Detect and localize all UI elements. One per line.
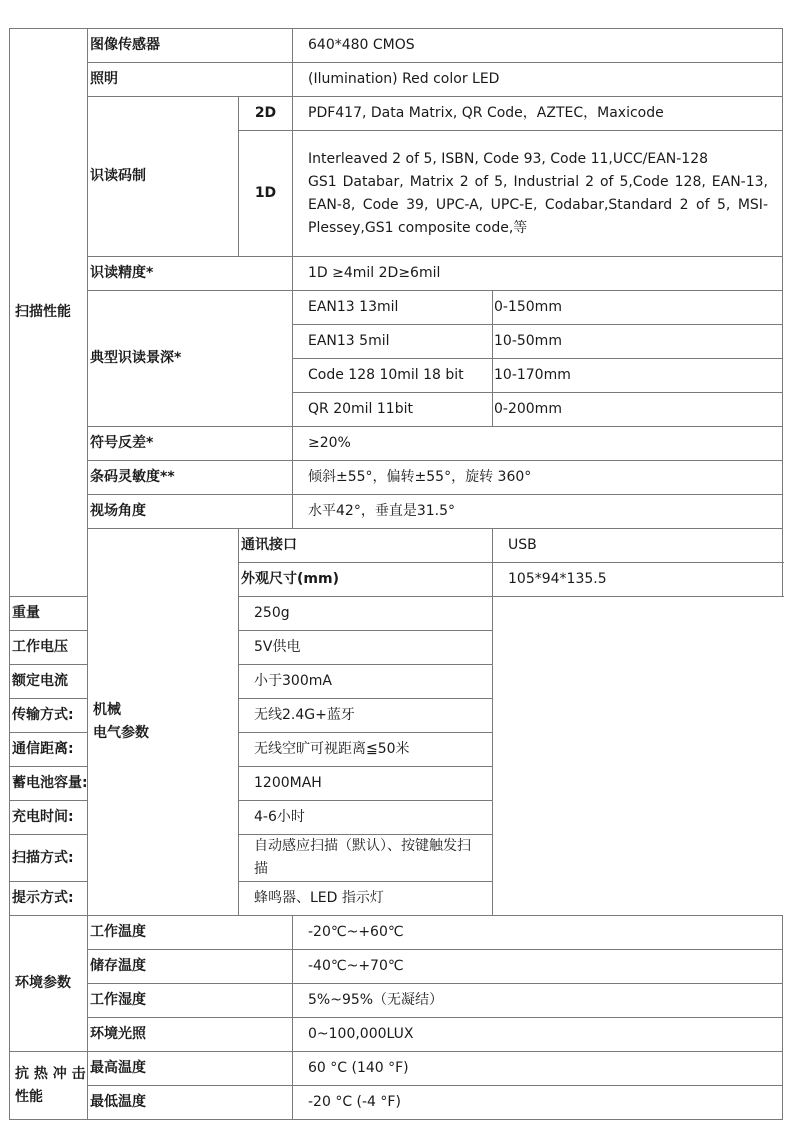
row-value: 60 °C (140 °F) (293, 1052, 783, 1086)
table-row (10, 495, 783, 529)
row-value: 1200MAH (239, 767, 493, 801)
row-label: 工作温度 (88, 916, 293, 950)
row-value: 无线空旷可视距离≦50米 (239, 733, 493, 767)
row-value: ≥20% (293, 427, 783, 461)
dof-code: QR 20mil 11bit (293, 393, 493, 427)
row-value: 水平42°，垂直是31.5° (293, 495, 783, 529)
dof-range: 10-170mm (493, 359, 783, 393)
dof-range: 0-150mm (493, 291, 783, 325)
table-row (10, 597, 783, 631)
row-label: 最低温度 (88, 1086, 293, 1120)
row-label: 环境光照 (88, 1018, 293, 1052)
row-value: (Ilumination) Red color LED (293, 63, 783, 97)
row-label: 储存温度 (88, 950, 293, 984)
table-row (10, 916, 783, 950)
table-row (10, 801, 783, 835)
row-label: 外观尺寸(mm) (239, 563, 493, 597)
row-label: 图像传感器 (88, 29, 293, 63)
row-label: 识读精度* (88, 257, 293, 291)
table-row (10, 257, 783, 291)
dof-code: EAN13 5mil (293, 325, 493, 359)
symbology-2d-value: PDF417, Data Matrix, QR Code，AZTEC，Maxicode (293, 97, 783, 131)
row-label: 扫描方式: (10, 835, 239, 882)
row-value: 5%~95%（无凝结） (293, 984, 783, 1018)
table-row (10, 767, 783, 801)
table-row (10, 461, 783, 495)
row-label: 蓄电池容量: (10, 767, 239, 801)
table-row (10, 291, 783, 325)
row-value: 1D ≥4mil 2D≥6mil (293, 257, 783, 291)
row-value: 自动感应扫描（默认）、按键触发扫描 (239, 835, 493, 882)
table-row (10, 427, 783, 461)
symbology-1d-line: GS1 Databar, Matrix 2 of 5, Industrial 2 of 5,Code 128, EAN-13, EAN-8, Code 39, UPC-A, UPC-E, Codabar,Standard 2 of 5, MSI-Plessey,GS1 composite code,等 (308, 173, 768, 236)
symbology-1d-value (293, 131, 783, 257)
table-row (10, 882, 783, 916)
dof-code: Code 128 10mil 18 bit (293, 359, 493, 393)
symbology-1d-line: Interleaved 2 of 5, ISBN, Code 93, Code 11,UCC/EAN-128 (308, 150, 709, 167)
row-label: 额定电流 (10, 665, 239, 699)
category-thermal-shock: 抗 热 冲 击 性能 (10, 1052, 88, 1120)
dof-code: EAN13 13mil (293, 291, 493, 325)
row-value: -20℃~+60℃ (293, 916, 783, 950)
table-row (10, 665, 783, 699)
row-value: 蜂鸣器、LED 指示灯 (239, 882, 493, 916)
row-value: 倾斜±55°，偏转±55°，旋转 360° (293, 461, 783, 495)
dof-range: 0-200mm (493, 393, 783, 427)
symbology-tag-2d: 2D (239, 97, 293, 131)
row-value: USB (493, 529, 783, 563)
row-value: 0~100,000LUX (293, 1018, 783, 1052)
row-label: 通信距离: (10, 733, 239, 767)
table-row (10, 29, 783, 63)
category-scan-performance: 扫描性能 (10, 29, 88, 597)
table-row (10, 631, 783, 665)
table-row (10, 1018, 783, 1052)
row-label: 识读码制 (88, 97, 239, 257)
row-label: 通讯接口 (239, 529, 493, 563)
table-row (10, 63, 783, 97)
row-label: 条码灵敏度** (88, 461, 293, 495)
category-environment: 环境参数 (10, 916, 88, 1052)
category-mechanical-electrical: 机械 电气参数 (88, 529, 239, 916)
table-row (10, 1086, 783, 1120)
spec-table (9, 28, 783, 1120)
row-label: 工作湿度 (88, 984, 293, 1018)
row-label: 传输方式: (10, 699, 239, 733)
row-label: 视场角度 (88, 495, 293, 529)
row-label: 最高温度 (88, 1052, 293, 1086)
row-value: 105*94*135.5 (493, 563, 783, 597)
row-label: 工作电压 (10, 631, 239, 665)
dof-range: 10-50mm (493, 325, 783, 359)
row-value: 小于300mA (239, 665, 493, 699)
table-row (10, 984, 783, 1018)
row-label: 照明 (88, 63, 293, 97)
table-row (10, 950, 783, 984)
row-value: 640*480 CMOS (293, 29, 783, 63)
row-value: 无线2.4G+蓝牙 (239, 699, 493, 733)
table-row (10, 529, 783, 563)
row-label: 典型识读景深* (88, 291, 293, 427)
row-label: 符号反差* (88, 427, 293, 461)
row-value: 250g (239, 597, 493, 631)
table-row (10, 97, 783, 131)
row-value: -20 °C (-4 °F) (293, 1086, 783, 1120)
row-label: 充电时间: (10, 801, 239, 835)
row-value: -40℃~+70℃ (293, 950, 783, 984)
table-row (10, 1052, 783, 1086)
table-row (10, 835, 783, 882)
row-label: 重量 (10, 597, 239, 631)
symbology-tag-1d: 1D (239, 131, 293, 257)
row-label: 提示方式: (10, 882, 239, 916)
row-value: 5V供电 (239, 631, 493, 665)
row-value: 4-6小时 (239, 801, 493, 835)
